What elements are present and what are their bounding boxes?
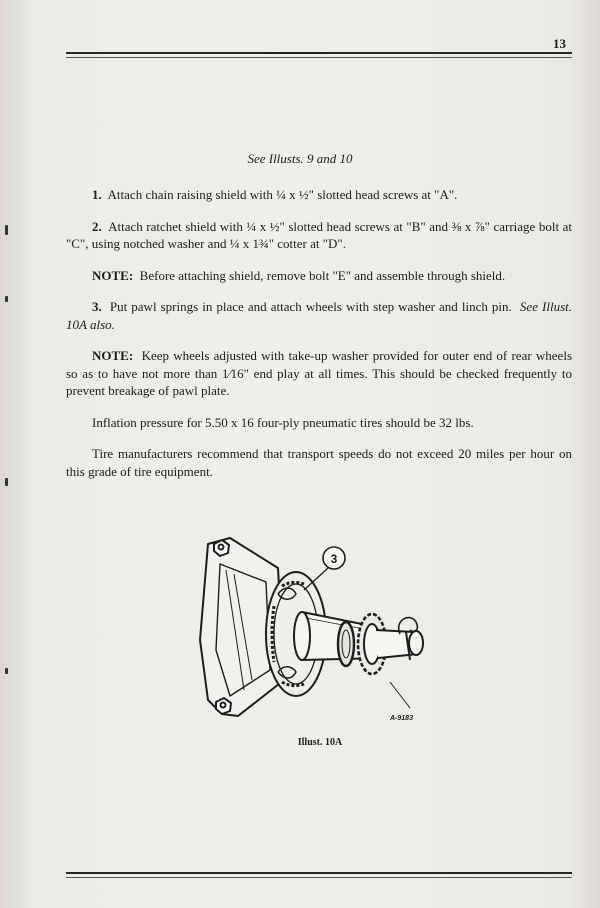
step-number: 3. <box>92 299 102 314</box>
note-label: NOTE: <box>92 348 134 363</box>
note-1 <box>66 267 572 285</box>
step-text: Attach chain raising shield with ¼ x ½" slotted head screws at "A". <box>107 187 458 202</box>
figure-caption: Illust. 10A <box>297 737 343 748</box>
step-3 <box>66 298 572 333</box>
callout-label: 3 <box>330 552 338 566</box>
part-number: A-9183 <box>390 715 413 722</box>
header-rule <box>66 52 572 54</box>
bolt-icon <box>214 540 229 556</box>
step-text: Attach ratchet shield with ¼ x ½" slotted head screws at "B" and ⅜ x ⅞" carriage bolt at "C", using notched washer and ¼ x 1¾" cotter at "D". <box>66 218 572 251</box>
note-label: NOTE: <box>92 267 134 283</box>
note-text: Before attaching shield, remove bolt "E" and assemble through shield. <box>139 267 506 283</box>
instructions <box>66 186 572 494</box>
note-text: Keep wheels adjusted with take-up washer provided for outer end of rear wheels so as to have not more than 1⁄16" end play at all times. This should be checked frequently to prevent breakage of pawl plate. <box>66 348 572 398</box>
paragraph-text: Inflation pressure for 5.50 x 16 four-ply pneumatic tires should be 32 lbs. <box>92 414 474 430</box>
note-2 <box>66 347 572 400</box>
step-2 <box>66 218 572 253</box>
speed-paragraph <box>66 445 572 480</box>
section-heading: See Illusts. 9 and 10 <box>247 151 353 166</box>
step-1 <box>66 186 572 204</box>
step-number: 2. <box>92 218 102 234</box>
binding-mark <box>5 668 8 674</box>
step-number: 1. <box>92 187 102 202</box>
step-text: Put pawl springs in place and attach wheels with step washer and linch pin. <box>109 299 512 314</box>
bolt-icon <box>216 698 231 714</box>
binding-mark <box>5 225 8 235</box>
paragraph-text: Tire manufacturers recommend that transport speeds do not exceed 20 miles per hour on this grade of tire equipment. <box>66 446 572 479</box>
binding-mark <box>5 296 8 302</box>
page-number: 13 <box>553 36 566 51</box>
wheel-hub-illustration <box>186 530 446 740</box>
illustration-reference: See Illust. 10A also. <box>66 299 572 332</box>
inflation-paragraph <box>66 414 572 432</box>
footer-rule <box>66 872 572 874</box>
step-washer <box>338 622 354 666</box>
binding-mark <box>5 478 8 486</box>
